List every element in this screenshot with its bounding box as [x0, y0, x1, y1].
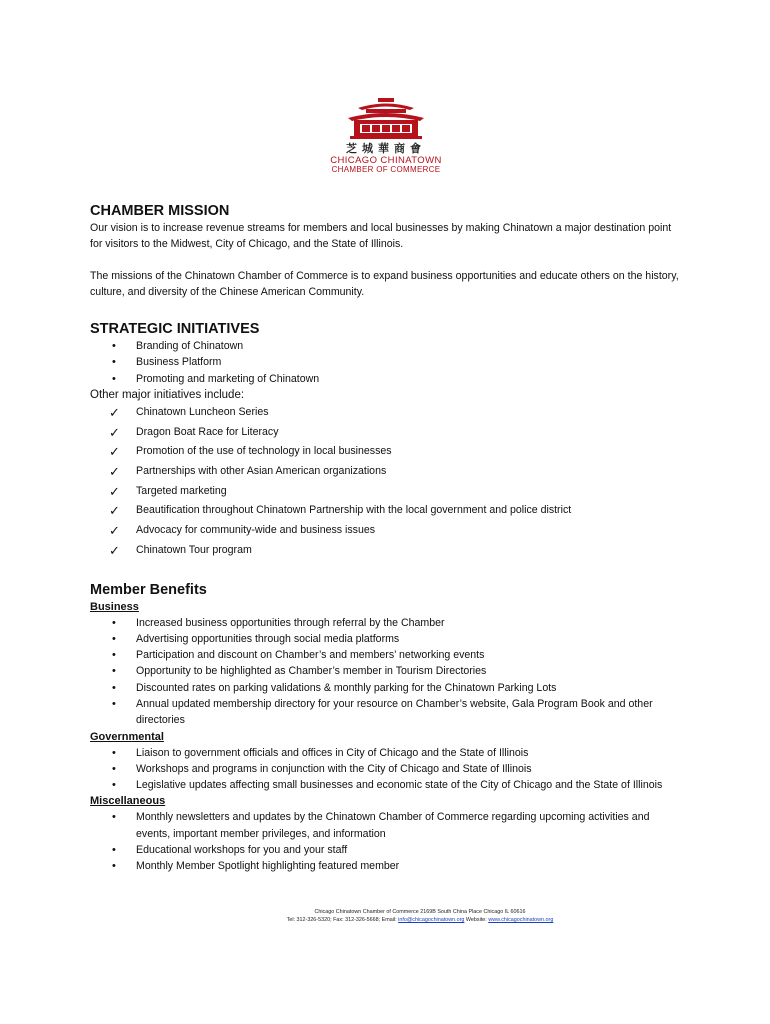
list-item: ✓ Promotion of the use of technology in local businesses	[90, 442, 680, 462]
miscellaneous-benefits-list	[90, 809, 680, 874]
list-item: ✓ Chinatown Luncheon Series	[90, 403, 680, 423]
list-item: • Workshops and programs in conjunction with the City of Chicago and State of Illinois	[90, 761, 680, 777]
footer-email-link[interactable]: info@chicagochinatown.org	[398, 917, 465, 923]
list-item: • Promoting and marketing of Chinatown	[90, 371, 680, 387]
list-item: • Monthly newsletters and updates by the Chinatown Chamber of Commerce regarding upcoming activities and events, important member privileges, and information	[90, 809, 680, 842]
business-benefits-list	[90, 615, 680, 729]
page-footer	[150, 908, 690, 924]
list-item: ✓ Dragon Boat Race for Literacy	[90, 423, 680, 443]
list-item: • Annual updated membership directory for your resource on Chamber’s website, Gala Program Book and other directories	[90, 696, 680, 729]
list-item: • Increased business opportunities through referral by the Chamber	[90, 615, 680, 631]
list-item: • Discounted rates on parking validations & monthly parking for the Chinatown Parking Lots	[90, 680, 680, 696]
list-item: • Branding of Chinatown	[90, 338, 680, 354]
other-initiatives-label: Other major initiatives include:	[90, 388, 245, 401]
footer-address: Chicago Chinatown Chamber of Commerce 2169B South China Place Chicago IL 60616	[314, 909, 526, 915]
list-item: • Liaison to government officials and offices in City of Chicago and the State of Illinois	[90, 745, 680, 761]
list-item: • Participation and discount on Chamber’s and members’ networking events	[90, 647, 680, 663]
list-item: ✓ Targeted marketing	[90, 482, 680, 502]
list-item: • Business Platform	[90, 354, 680, 370]
footer-contact	[150, 916, 690, 924]
list-item: ✓ Advocacy for community-wide and business issues	[90, 521, 680, 541]
logo-name-line2: CHAMBER OF COMMERCE	[331, 165, 441, 174]
benefits-heading: Member Benefits	[90, 581, 207, 598]
governmental-subheading: Governmental	[90, 730, 164, 743]
chamber-logo	[330, 96, 442, 180]
logo-name-line1: CHICAGO CHINATOWN	[330, 155, 442, 166]
list-item: ✓ Partnerships with other Asian American organizations	[90, 462, 680, 482]
governmental-benefits-list	[90, 745, 680, 794]
mission-heading: CHAMBER MISSION	[90, 203, 230, 219]
footer-website-link[interactable]: www.chicagochinatown.org	[488, 917, 554, 923]
other-initiatives-list	[90, 403, 680, 561]
list-item: • Monthly Member Spotlight highlighting featured member	[90, 858, 680, 874]
miscellaneous-subheading: Miscellaneous	[90, 795, 166, 808]
strategic-list	[90, 338, 680, 387]
mission-paragraph-2: The missions of the Chinatown Chamber of Commerce is to expand business opportunities and educate others on the history, culture, and diversity of the Chinese American Community.	[90, 270, 679, 298]
list-item: ✓ Chinatown Tour program	[90, 541, 680, 561]
list-item: • Legislative updates affecting small businesses and economic state of the City of Chicago and the State of Illinois	[90, 777, 680, 793]
pagoda-gate-icon	[330, 96, 442, 140]
list-item: • Educational workshops for you and your staff	[90, 842, 680, 858]
strategic-heading: STRATEGIC INITIATIVES	[90, 321, 260, 337]
footer-website-label: Website:	[464, 917, 489, 923]
document-body	[90, 202, 680, 875]
list-item: • Opportunity to be highlighted as Chamber’s member in Tourism Directories	[90, 663, 680, 679]
logo-chinese-name: 芝城華商會	[346, 142, 426, 155]
business-subheading: Business	[90, 600, 139, 613]
mission-paragraph-1: Our vision is to increase revenue streams for members and local businesses by making Chinatown a major destination point for visitors to the Midwest, City of Chicago, and the State of Illinois.	[90, 222, 672, 250]
list-item: ✓ Beautification throughout Chinatown Partnership with the local government and police district	[90, 501, 680, 521]
list-item: • Advertising opportunities through social media platforms	[90, 631, 680, 647]
footer-phone-fax: Tel: 312-326-5320; Fax: 312-326-5668; Email:	[286, 917, 399, 923]
